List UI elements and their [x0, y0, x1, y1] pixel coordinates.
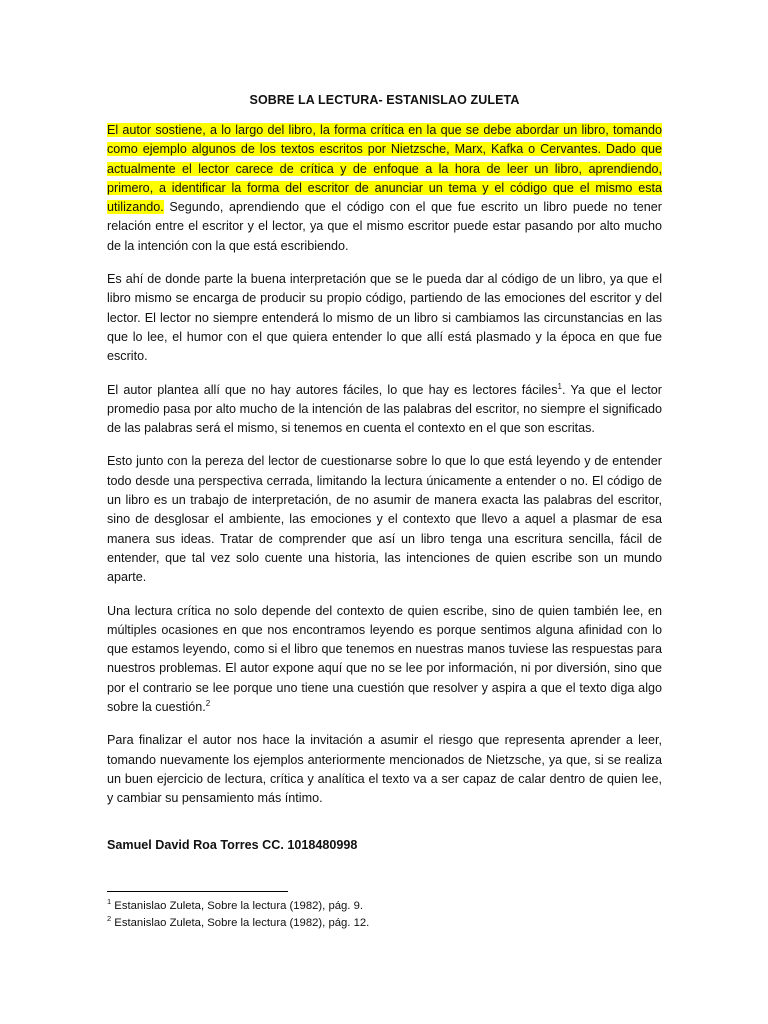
footnote-1 — [107, 898, 662, 915]
paragraph-1 — [107, 121, 662, 256]
footnote-number: 2 — [107, 914, 112, 924]
footnotes-section — [107, 898, 662, 932]
footnote-text: Estanislao Zuleta, Sobre la lectura (1982), pág. 9. — [111, 900, 363, 912]
paragraph-5 — [107, 602, 662, 718]
paragraph-3-part-a: El autor plantea allí que no hay autores fáciles, lo que hay es lectores fáciles — [107, 382, 558, 397]
paragraph-4: Esto junto con la pereza del lector de cuestionarse sobre lo que lo que está leyendo y de entender todo desde una perspectiva cerrada, limitando la lectura únicamente a entender o no. El código de un libro es un trabajo de interpretación, de no asumir de manera exacta las palabras del escritor, sino de desglosar el ambiente, las emociones y el contexto que llevo a aquel a plasmar de esa manera sus ideas. Tratar de comprender que así un libro tenga una escritura sencilla, fácil de entender, que tal vez solo cuente una historia, las intenciones de quien escribe son un mundo aparte. — [107, 454, 662, 585]
footnote-2 — [107, 915, 662, 932]
footnote-separator — [107, 891, 288, 892]
document-title: SOBRE LA LECTURA- ESTANISLAO ZULETA — [249, 93, 520, 107]
highlighted-text: El autor sostiene, a lo largo del libro, la forma crítica en la que se debe abordar un libro, tomando como ejemplo algunos de los textos escritos por Nietzsche, Marx, Kafka o Cervantes. Dado que actualmente el lector carece de crítica y de enfoque a la hora de leer un libro, aprendiendo, primero, a identificar la forma del escritor de anunciar un tema y el código que el mismo esta utilizando. — [107, 123, 662, 215]
paragraph-3-part-b: . Ya que el lector promedio pasa por alto mucho de la intención de las palabras del escritor, no siempre el significado de las palabras será el mismo, si tenemos en cuenta el contexto en el que son escritas. — [107, 382, 662, 436]
footnote-text: Estanislao Zuleta, Sobre la lectura (1982), pág. 12. — [111, 917, 370, 929]
author-signature: Samuel David Roa Torres CC. 1018480998 — [107, 838, 358, 852]
paragraph-1-rest: Segundo, aprendiendo que el código con el que fue escrito un libro puede no tener relación entre el escritor y el lector, ya que el mismo escritor puede estar pasando por alto mucho de la intención con la que está escribiendo. — [107, 200, 662, 253]
paragraph-2: Es ahí de donde parte la buena interpretación que se le pueda dar al código de un libro, ya que el libro mismo se encarga de producir su propio código, partiendo de las emociones del escritor y del lector. El lector no siempre entenderá lo mismo de un libro si cambiamos las circunstancias en las que lo lee, el humor con el que quiera entender lo que allí está plasmado y la época en que fue escrito. — [107, 272, 662, 364]
footnote-ref-2[interactable]: 2 — [205, 698, 211, 708]
paragraph-6: Para finalizar el autor nos hace la invitación a asumir el riesgo que representa aprender a leer, tomando nuevamente los ejemplos anteriormente mencionados de Nietzsche, ya que, si se realiza un buen ejercicio de lectura, crítica y analítica el texto va a ser capaz de calar dentro de quien lee, y cambiar su pensamiento más íntimo. — [107, 733, 662, 806]
document-body — [107, 121, 662, 823]
footnote-number: 1 — [107, 897, 112, 907]
paragraph-5-text: Una lectura crítica no solo depende del contexto de quien escribe, sino de quien también lee, en múltiples ocasiones en que nos encontramos leyendo es porque sentimos alguna afinidad con lo que estamos leyendo, como si el libro que tenemos en nuestras manos tuviese las respuestas para nuestros problemas. El autor expone aquí que no se lee por información, ni por diversión, sino que por el contrario se lee porque uno tiene una cuestión que resolver y aspira a que el texto diga algo sobre la cuestión. — [107, 603, 662, 715]
footnote-ref-1[interactable]: 1 — [557, 381, 562, 391]
paragraph-3 — [107, 381, 662, 439]
